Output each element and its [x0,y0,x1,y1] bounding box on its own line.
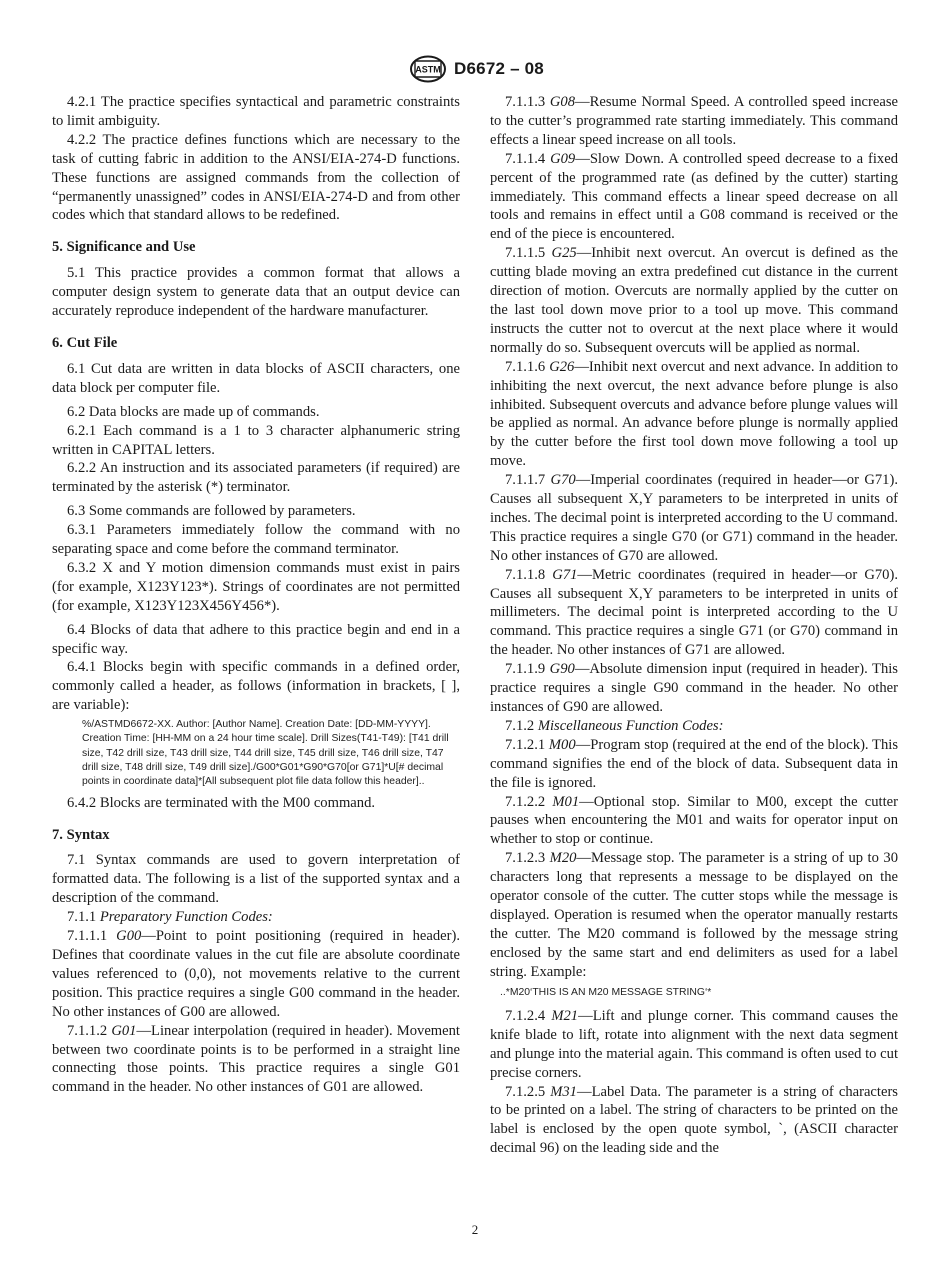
paragraph-7-1-1-4 [490,150,898,245]
command-description: —Slow Down. A controlled speed decrease to a fixed percent of the programmed rate (as defined by the cutter) starting immediately. This command effects a linear speed decrease on all tools and remains in effect until a G08 command is received or the end of the piece is encountered. [490,150,898,243]
svg-text:ASTM: ASTM [415,64,441,75]
section-number: 7.1.1.6 [505,358,546,375]
paragraph-7-1-2-2 [490,793,898,850]
paragraph-7-1-1-9 [490,660,898,717]
command-code: G01 [111,1022,137,1039]
command-code: G90 [549,661,575,678]
command-description: —Absolute dimension input (required in header). This practice requires a single G90 command in the header. No other instances of G90 are allowed. [490,661,898,715]
paragraph-6-2-1: 6.2.1 Each command is a 1 to 3 character alphanumeric string written in CAPITAL letters. [52,422,460,458]
command-description: —Inhibit next overcut and next advance. In addition to inhibiting the next overcut, the next advance before plunge is also inhibited. Subsequent overcuts and advance before plunge values will be applied as normal. An advance before plunge is normally applied by the cutter before the first tool down move following a tool up move. [490,358,898,470]
section-number: 7.1.2.5 [505,1083,546,1100]
command-code: G00 [116,928,142,945]
command-description: —Lift and plunge corner. This command causes the knife blade to lift, rotate into alignment with the next data segment and plunge into the material again. This command is often used to cut precise corners. [490,1007,898,1081]
paragraph-7-1: 7.1 Syntax commands are used to govern interpretation of formatted data. The following is a list of the supported syntax and a description of the command. [52,852,460,907]
header-code-example: %/ASTMD6672-XX. Author: [Author Name]. Creation Date: [DD-MM-YYYY]. Creation Time: [HH-MM on a 24 hour time scale]. Drill Sizes(T41-T49): [T41 drill size, T42 drill size, T43 drill size, T44 drill size, T45 drill size, T46 drill size, T47 drill size, T48 drill size, T49 drill size]./G00*G01*G90*G70[or G71]*U[# decimal points in coordinate data]*[All subsequent plot file data follow this header].. [82,719,449,788]
paragraph-6-2-2: 6.2.2 An instruction and its associated parameters (if required) are terminated by the asterisk (*) terminator. [52,460,460,496]
command-code: G71 [552,566,578,583]
section-number: 7.1.1.8 [505,566,546,583]
paragraph-7-1-2-5 [490,1083,898,1159]
command-description: —Label Data. The parameter is a string of characters to be printed on a label. The string of characters to be printed on the label is enclosed by the open quote symbol, `, (ASCII character decimal 96) on the leading side and the [490,1083,898,1157]
command-description: —Inhibit next overcut. An overcut is defined as the cutting blade moving an extra predefined cut distance in the current direction of motion. Overcuts are normally applied by the cutter on the last tool down move prior to a tool up move. This command instructs the cutter not to overcut at the next place where it would normally do so. Subsequent overcuts will be applied as normal. [490,245,899,356]
paragraph-7-1-2-3 [490,849,898,981]
paragraph-5-1: 5.1 This practice provides a common format that allows a computer design system to generate data that an output device can accurately reproduce independent of the hardware manufacturer. [52,265,460,320]
paragraph-6-3-1: 6.3.1 Parameters immediately follow the command with no separating space and come before the command terminator. [52,522,460,558]
paragraph-7-1-1-2 [52,1022,460,1098]
section-number: 7.1.2.2 [505,793,546,810]
command-description: —Message stop. The parameter is a string of up to 30 characters long that represents a message to be displayed on the operator console of the cutter. The cutter stops while the message is displayed. Operation is resumed when the operator manually restarts the cutter. The M20 command is followed by the message string enclosed by the same start and end delimiters as used for a label string. Example: [490,850,898,980]
paragraph-6-4: 6.4 Blocks of data that adhere to this practice begin and end in a specific way. [52,621,460,657]
section-number: 7.1.1.5 [505,245,546,262]
paragraph-7-1-2-4 [490,1007,898,1083]
section-number: 7.1.1.2 [67,1022,108,1039]
command-code: G09 [550,150,576,167]
section-number: 7.1.1.4 [505,150,546,167]
section-number: 7.1.1.3 [505,94,546,110]
paragraph-4-2-1: 4.2.1 The practice specifies syntactical and parametric constraints to limit ambiguity. [52,94,460,129]
subsection-title: Miscellaneous Function Codes: [537,717,724,734]
command-code: M01 [552,793,580,810]
command-code: G25 [551,245,577,262]
paragraph-7-1-1-6 [490,358,898,471]
command-description: —Metric coordinates (required in header—or G70). Causes all subsequent X,Y parameters to be interpreted in units of millimeters. The decimal point is interpreted according to the U command. This practice requires a single G71 (or G70) command in the header. No other instances of G71 are allowed. [490,566,898,659]
paragraph-7-1-2-1 [490,736,898,793]
section-number: 7.1.1 [67,909,97,926]
paragraph-6-3: 6.3 Some commands are followed by parameters. [67,503,356,520]
command-code: G70 [550,472,576,489]
message-code-example: ..*M20‘THIS IS AN M20 MESSAGE STRING‘* [500,986,712,998]
command-code: M20 [549,850,577,867]
command-description: —Imperial coordinates (required in header—or G71). Causes all subsequent X,Y parameters to be interpreted in units of inches. The decimal point is interpreted according to the U command. This practice requires a single G70 (or G71) command in the header. No other instances of G70 are allowed. [490,472,898,564]
page-number: 2 [471,1222,479,1237]
command-description: —Resume Normal Speed. A controlled speed increase to the cutter’s programmed rate starting immediately. This command effects a linear speed increase on all tools. [490,94,898,148]
section-number: 7.1.1.9 [505,661,546,678]
paragraph-7-1-2 [490,717,898,736]
paragraph-7-1-1-7 [490,471,898,566]
document-designation: D6672 – 08 [454,59,544,78]
paragraph-4-2-2: 4.2.2 The practice defines functions which are necessary to the task of cutting fabric in addition to the ANSI/EIA-274-D functions. These functions are assigned commands from the collection of “permanently unassigned” codes in ANSI/EIA-274-D and from other codes which that standard allows to be redefined. [52,131,460,224]
paragraph-6-3-2: 6.3.2 X and Y motion dimension commands must exist in pairs (for example, X123Y123*). Strings of coordinates are not permitted (for example, X123Y123X456Y456*). [52,559,460,614]
section-number: 7.1.1.7 [505,472,546,489]
section-heading-7: 7. Syntax [52,826,110,843]
right-column [490,93,898,1158]
left-column [52,93,460,1097]
paragraph-7-1-1 [52,908,460,927]
paragraph-7-1-1-5 [490,244,898,357]
command-description: —Optional stop. Similar to M00, except the cutter pauses when encountering the M01 and waits for operator input on whether to stop or continue. [490,793,898,848]
command-description: —Point to point positioning (required in header). Defines that coordinate values in the cut file are absolute coordinate values referenced to (0,0), not movements relative to the current position. This practice requires a single G00 command in the header. No other instances of G00 are allowed. [52,928,460,1020]
paragraph-6-4-1: 6.4.1 Blocks begin with specific commands in a defined order, commonly called a header, as follows (information in brackets, [ ], are variable): [52,659,460,714]
section-number: 7.1.1.1 [67,928,108,945]
paragraph-7-1-1-3 [490,93,898,150]
paragraph-7-1-1-8 [490,566,898,661]
section-number: 7.1.2 [505,717,535,734]
paragraph-6-2: 6.2 Data blocks are made up of commands. [67,403,320,420]
paragraph-6-4-2: 6.4.2 Blocks are terminated with the M00 command. [67,794,376,811]
section-heading-5: 5. Significance and Use [52,239,196,256]
command-code: G08 [549,94,576,110]
command-code: M31 [550,1083,577,1100]
subsection-title: Preparatory Function Codes: [99,909,273,926]
paragraph-6-1: 6.1 Cut data are written in data blocks of ASCII characters, one data block per computer file. [52,360,460,396]
section-number: 7.1.2.4 [505,1007,546,1024]
section-number: 7.1.2.1 [505,736,546,753]
astm-logo-icon [406,55,450,83]
section-heading-6: 6. Cut File [52,334,118,351]
command-code: M21 [551,1007,579,1024]
command-code: G26 [549,358,575,375]
paragraph-7-1-1-1 [52,927,460,1022]
command-description: —Program stop (required at the end of the block). This command signifies the end of the block of data. Subsequent data in the file is ignored. [490,736,898,791]
section-number: 7.1.2.3 [505,850,546,867]
page-header [0,54,950,84]
command-description: —Linear interpolation (required in header). Movement between two coordinate points is to be performed in a straight line connecting those points. This practice requires a single G01 command in the header. No other instances of G01 are allowed. [52,1022,460,1096]
command-code: M00 [548,736,576,753]
